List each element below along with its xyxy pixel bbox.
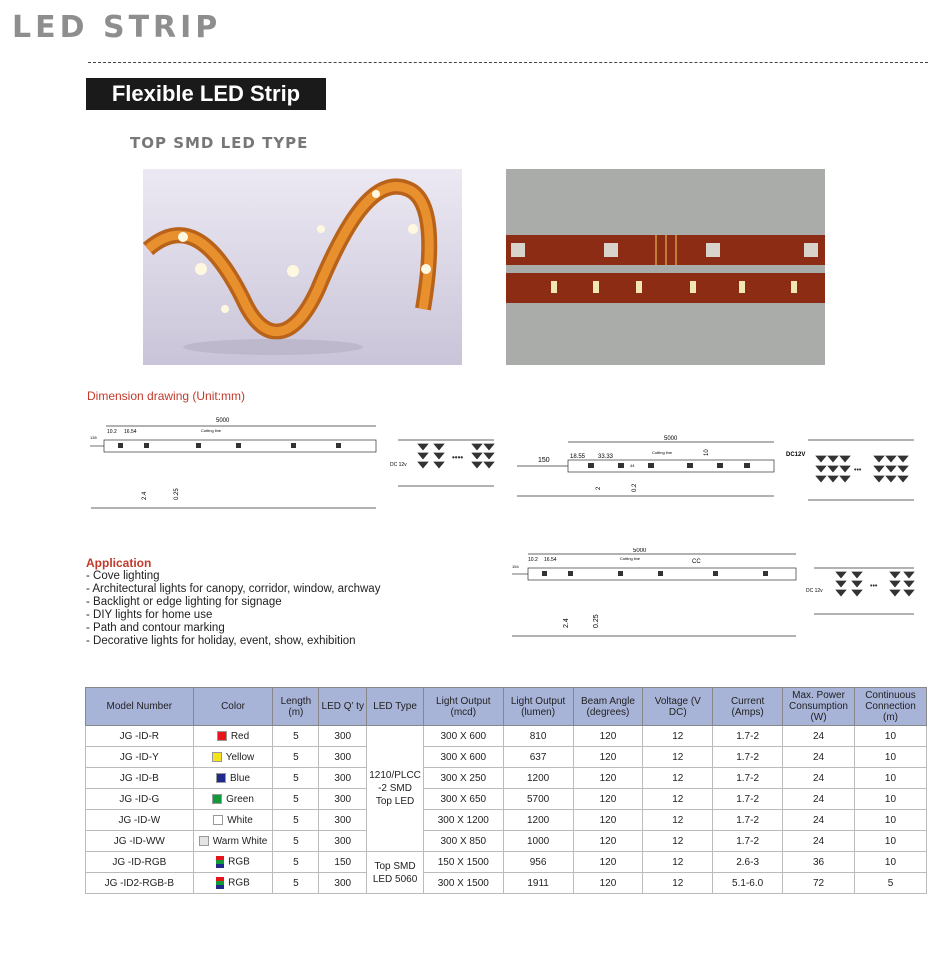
circuit-diagram-a <box>390 434 500 490</box>
dim-3d-label: CC <box>692 559 701 565</box>
dim-2a-label: 150 <box>538 457 550 464</box>
col-color: Color <box>193 688 273 726</box>
total-length-label-3: 5000 <box>633 548 647 554</box>
table-row <box>86 873 927 894</box>
current-cell: 1.7-2 <box>713 810 783 831</box>
connection-cell: 10 <box>854 810 926 831</box>
connection-cell: 5 <box>854 873 926 894</box>
beam-cell: 120 <box>573 726 643 747</box>
voltage-a-label: DC 12v <box>390 462 407 468</box>
dim-3b-label: 16.54 <box>544 557 557 563</box>
color-swatch-icon <box>212 752 222 762</box>
length-cell: 5 <box>273 726 319 747</box>
model-cell: JG -ID2-RGB-B <box>86 873 194 894</box>
mcd-cell: 150 X 1500 <box>423 852 503 873</box>
table-row <box>86 852 927 873</box>
color-label: RGB <box>228 877 250 889</box>
led-qty-cell: 300 <box>319 726 367 747</box>
power-cell: 72 <box>783 873 855 894</box>
voltage-cell: 12 <box>643 789 713 810</box>
led-type-cell: 1210/PLCC -2 SMD Top LED <box>367 726 424 852</box>
lumen-cell: 956 <box>503 852 573 873</box>
led-qty-cell: 300 <box>319 810 367 831</box>
table-row <box>86 789 927 810</box>
height-1-label: 2.4 <box>142 491 148 500</box>
application-title: Application <box>86 556 152 570</box>
col-current: Current (Amps) <box>713 688 783 726</box>
mcd-cell: 300 X 250 <box>423 768 503 789</box>
lumen-cell: 5700 <box>503 789 573 810</box>
current-cell: 2.6-3 <box>713 852 783 873</box>
lumen-cell: 1911 <box>503 873 573 894</box>
application-list <box>86 570 380 648</box>
connection-cell: 10 <box>854 789 926 810</box>
dim-a-label: 10.2 <box>107 429 117 435</box>
connection-cell: 10 <box>854 747 926 768</box>
beam-cell: 120 <box>573 831 643 852</box>
mcd-cell: 300 X 850 <box>423 831 503 852</box>
voltage-cell: 12 <box>643 831 713 852</box>
table-row <box>86 747 927 768</box>
led-qty-cell: 150 <box>319 852 367 873</box>
col-led-type: LED Type <box>367 688 424 726</box>
current-cell: 5.1-6.0 <box>713 873 783 894</box>
model-cell: JG -ID-B <box>86 768 194 789</box>
length-cell: 5 <box>273 789 319 810</box>
brand-heading: LED STRIP <box>12 10 222 45</box>
ellipsis-dots: •••• <box>452 453 464 462</box>
strip-closeup-photo <box>506 169 825 365</box>
lumen-cell: 1200 <box>503 768 573 789</box>
color-swatch-icon <box>213 815 223 825</box>
model-cell: JG -ID-WW <box>86 831 194 852</box>
height-3-label: 10 <box>704 449 710 456</box>
dimension-drawing-2 <box>512 434 782 508</box>
col-length: Length (m) <box>273 688 319 726</box>
color-label: Yellow <box>225 751 255 763</box>
current-cell: 1.7-2 <box>713 789 783 810</box>
col-beam: Beam Angle (degrees) <box>573 688 643 726</box>
color-swatch-icon <box>216 773 226 783</box>
led-qty-cell: 300 <box>319 873 367 894</box>
model-cell: JG -ID-RGB <box>86 852 194 873</box>
col-voltage: Voltage (V DC) <box>643 688 713 726</box>
beam-cell: 120 <box>573 789 643 810</box>
mcd-cell: 300 X 650 <box>423 789 503 810</box>
circuit-diagram-b <box>786 434 916 506</box>
length-cell: 5 <box>273 747 319 768</box>
color-cell <box>193 726 273 747</box>
table-row <box>86 726 927 747</box>
model-cell: JG -ID-G <box>86 789 194 810</box>
dim-3c-label: 154 <box>512 564 519 569</box>
current-cell: 1.7-2 <box>713 726 783 747</box>
color-label: Red <box>230 730 250 742</box>
color-cell <box>193 747 273 768</box>
cutting-line-label-2: Cutting line <box>652 450 673 455</box>
ellipsis-dots-2: ••• <box>854 467 862 474</box>
color-cell <box>193 831 273 852</box>
cutting-line-label: Cutting line <box>201 428 222 433</box>
table-header-row <box>86 688 927 726</box>
length-cell: 5 <box>273 852 319 873</box>
col-mcd: Light Output (mcd) <box>423 688 503 726</box>
led-qty-cell: 300 <box>319 747 367 768</box>
page-title: Flexible LED Strip <box>86 78 326 110</box>
cutting-line-label-3: Cutting line <box>620 556 641 561</box>
mcd-cell: 300 X 1500 <box>423 873 503 894</box>
beam-cell: 120 <box>573 852 643 873</box>
connection-cell: 10 <box>854 768 926 789</box>
power-cell: 36 <box>783 852 855 873</box>
length-cell: 5 <box>273 810 319 831</box>
led-qty-cell: 300 <box>319 789 367 810</box>
led-type-cell: Top SMD LED 5060 <box>367 852 424 894</box>
dim-2c-label: 33.33 <box>598 454 614 460</box>
color-label: Warm White <box>212 835 268 847</box>
color-swatch-icon <box>212 794 222 804</box>
model-cell: JG -ID-Y <box>86 747 194 768</box>
dim-2b-label: 18.55 <box>570 454 586 460</box>
col-power: Max. Power Consumption (W) <box>783 688 855 726</box>
color-swatch-icon <box>199 836 209 846</box>
application-item: - Path and contour marking <box>86 622 225 634</box>
col-lumen: Light Output (lumen) <box>503 688 573 726</box>
lumen-cell: 810 <box>503 726 573 747</box>
ellipsis-dots-3: ••• <box>870 583 878 590</box>
voltage-cell: 12 <box>643 852 713 873</box>
height-3-1-label: 2.4 <box>563 618 570 628</box>
table-row <box>86 768 927 789</box>
total-length-label-2: 5000 <box>664 436 678 442</box>
voltage-cell: 12 <box>643 810 713 831</box>
total-length-label: 5000 <box>216 418 230 424</box>
rgb-swatch-icon <box>216 856 224 868</box>
power-cell: 24 <box>783 726 855 747</box>
color-label: Green <box>226 793 254 805</box>
led-qty-cell: 300 <box>319 768 367 789</box>
application-item: - Cove lighting <box>86 570 160 582</box>
spec-table <box>85 687 927 894</box>
section-subtitle: TOP SMD LED TYPE <box>130 134 309 152</box>
voltage-c-label: DC 12v <box>806 588 823 594</box>
dimension-drawing-1 <box>86 414 382 514</box>
beam-cell: 120 <box>573 810 643 831</box>
mcd-cell: 300 X 1200 <box>423 810 503 831</box>
application-item: - Decorative lights for holiday, event, show, exhibition <box>86 635 356 647</box>
connection-cell: 10 <box>854 852 926 873</box>
application-item: - Backlight or edge lighting for signage <box>86 596 282 608</box>
beam-cell: 120 <box>573 873 643 894</box>
voltage-cell: 12 <box>643 726 713 747</box>
lumen-cell: 1000 <box>503 831 573 852</box>
color-cell <box>193 852 273 873</box>
power-cell: 24 <box>783 747 855 768</box>
height-3-2-label: 0.25 <box>593 614 600 628</box>
current-cell: 1.7-2 <box>713 831 783 852</box>
model-cell: JG -ID-R <box>86 726 194 747</box>
connection-cell: 10 <box>854 831 926 852</box>
height-2-2-label: 0.2 <box>632 483 638 492</box>
flexible-strip-wave-photo <box>143 169 462 365</box>
color-cell <box>193 873 273 894</box>
table-row <box>86 831 927 852</box>
connection-cell: 10 <box>854 726 926 747</box>
dimension-drawing-3 <box>508 548 798 642</box>
current-cell: 1.7-2 <box>713 768 783 789</box>
mcd-cell: 300 X 600 <box>423 726 503 747</box>
length-cell: 5 <box>273 768 319 789</box>
beam-cell: 120 <box>573 747 643 768</box>
color-label: RGB <box>228 856 250 868</box>
color-swatch-icon <box>217 731 227 741</box>
header-divider <box>88 62 928 63</box>
color-label: White <box>227 814 253 826</box>
power-cell: 24 <box>783 789 855 810</box>
dimension-title: Dimension drawing (Unit:mm) <box>87 389 246 403</box>
length-cell: 5 <box>273 873 319 894</box>
color-cell <box>193 768 273 789</box>
application-item: - Architectural lights for canopy, corridor, window, archway <box>86 583 381 595</box>
color-cell <box>193 789 273 810</box>
circuit-diagram-c <box>806 562 920 618</box>
col-model: Model Number <box>86 688 194 726</box>
power-cell: 24 <box>783 831 855 852</box>
rgb-swatch-icon <box>216 877 224 889</box>
dim-2d-label: 44 <box>630 463 635 468</box>
length-cell: 5 <box>273 831 319 852</box>
current-cell: 1.7-2 <box>713 747 783 768</box>
height-2-1-label: 2 <box>596 486 602 490</box>
power-cell: 24 <box>783 810 855 831</box>
voltage-cell: 12 <box>643 873 713 894</box>
dim-b-label: 16.54 <box>124 429 137 435</box>
color-label: Blue <box>230 772 251 784</box>
voltage-cell: 12 <box>643 747 713 768</box>
application-item: - DIY lights for home use <box>86 609 213 621</box>
dim-3a-label: 10.2 <box>528 557 538 563</box>
led-qty-cell: 300 <box>319 831 367 852</box>
voltage-cell: 12 <box>643 768 713 789</box>
mcd-cell: 300 X 600 <box>423 747 503 768</box>
lumen-cell: 637 <box>503 747 573 768</box>
beam-cell: 120 <box>573 768 643 789</box>
dim-c-label: 135 <box>90 435 97 440</box>
color-cell <box>193 810 273 831</box>
table-row <box>86 810 927 831</box>
height-2-label: 0.25 <box>174 488 180 500</box>
power-cell: 24 <box>783 768 855 789</box>
voltage-b-label: DC12V <box>786 452 806 458</box>
lumen-cell: 1200 <box>503 810 573 831</box>
model-cell: JG -ID-W <box>86 810 194 831</box>
col-led-qty: LED Q’ ty <box>319 688 367 726</box>
col-connection: Continuous Connection (m) <box>854 688 926 726</box>
